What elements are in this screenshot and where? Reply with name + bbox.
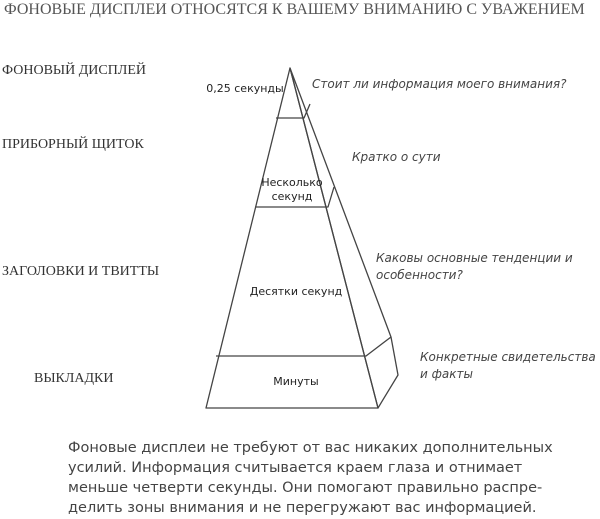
diagram-title: ФОНОВЫЕ ДИСПЛЕИ ОТНОСЯТСЯ К ВАШЕМУ ВНИМАНИЮ С УВАЖЕНИЕМ [4,1,585,18]
question-worth-attention: Стоит ли информация моего внимания? [312,77,567,91]
level-label-reports: ВЫКЛАДКИ [34,371,114,386]
time-label-quarter-second: 0,25 секунды [206,82,284,95]
caption-line: меньше четверти секунды. Они помогают правильно распре- [68,480,543,496]
question-evidence: Конкретные свидетельства и факты [420,350,596,381]
level-label-dashboard: ПРИБОРНЫЙ ЩИТОК [2,137,144,152]
tier-divider-3 [216,337,391,356]
time-label-minutes: Минуты [273,375,319,388]
question-in-brief: Кратко о сути [352,150,441,164]
caption-paragraph [68,438,553,518]
level-label-headlines-tweets: ЗАГОЛОВКИ И ТВИТТЫ [2,264,160,279]
caption-line: делить зоны внимания и не перегружают вас информацией. [68,500,537,516]
caption-line: Фоновые дисплеи не требуют от вас никаких дополнительных [68,440,553,456]
caption-line: усилий. Информация считывается краем глаза и отнимает [68,460,523,476]
time-label-few-seconds-text: Несколько секунд [261,176,323,203]
time-label-few-seconds [256,176,328,204]
pyramid-side-face [290,68,398,408]
question-trends: Каковы основные тенденции и особенности? [376,251,573,282]
level-label-background-display: ФОНОВЫЙ ДИСПЛЕЙ [2,63,146,78]
pyramid-front-face [206,68,378,408]
time-label-tens-of-seconds: Десятки секунд [249,285,343,298]
